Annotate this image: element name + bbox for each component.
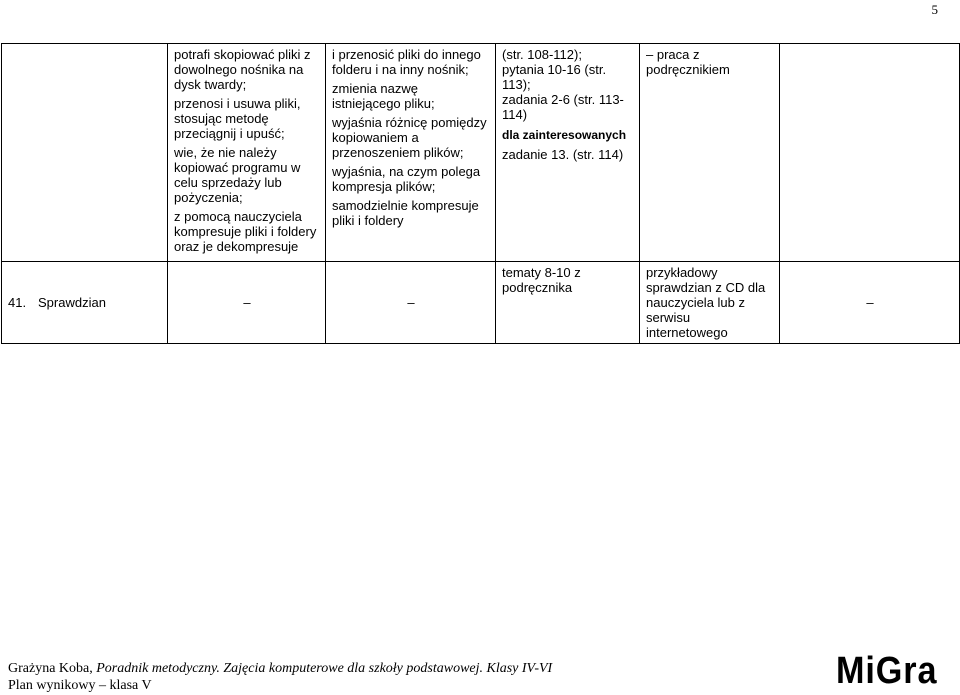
page-number: 5 — [931, 2, 938, 17]
lesson-number: 41. — [8, 295, 27, 310]
basic-requirements-cell: – — [168, 262, 326, 344]
footer-subtitle: Plan wynikowy – klasa V — [8, 678, 152, 693]
optional-header: dla zainteresowanych — [502, 128, 627, 142]
methods-cell: – praca z podręcznikiem — [640, 44, 780, 262]
footer-book-title: Poradnik metodyczny. Zajęcia komputerowe dla szkoły podstawowej. Klasy IV-VI — [96, 661, 553, 676]
methods-cell: przykładowy sprawdzian z CD dla nauczyciela lub z serwisu internetowego — [640, 262, 780, 344]
list-item: i przenosić pliki do innego folderu i na inny nośnik; — [332, 47, 481, 77]
exercises-cell: tematy 8-10 z podręcznika — [496, 262, 640, 344]
migra-logo: MiGra — [836, 650, 938, 692]
list-item: potrafi skopiować pliki z dowolnego nośnika na dysk twardy; — [174, 47, 311, 92]
table-row — [2, 262, 960, 344]
page-footer — [8, 660, 552, 694]
list-item: pytania 10-16 (str. 113); — [502, 62, 607, 92]
lesson-title: Sprawdzian — [38, 295, 106, 310]
lesson-plan-table — [1, 43, 960, 344]
footer-author: Grażyna Koba, — [8, 661, 97, 676]
list-item: zadanie 13. (str. 114) — [502, 147, 624, 162]
list-item: (str. 108-112); — [502, 47, 582, 62]
list-item: wyjaśnia różnicę pomiędzy kopiowaniem a przenoszeniem plików; — [332, 115, 487, 160]
list-item: zmienia nazwę istniejącego pliku; — [332, 81, 435, 111]
lesson-cell — [2, 262, 168, 344]
list-item: wyjaśnia, na czym polega kompresja plików; — [332, 164, 481, 194]
list-item: samodzielnie kompresuje pliki i foldery — [332, 198, 479, 228]
extended-requirements-cell — [326, 44, 496, 262]
lesson-cell-empty — [2, 44, 168, 262]
extended-requirements-cell: – — [326, 262, 496, 344]
list-item: wie, że nie należy kopiować programu w celu sprzedaży lub pożyczenia; — [174, 145, 301, 205]
list-item: zadania 2-6 (str. 113-114) — [502, 92, 624, 122]
exercises-cell — [496, 44, 640, 262]
notes-cell: – — [780, 262, 960, 344]
notes-cell-empty — [780, 44, 960, 262]
basic-requirements-cell — [168, 44, 326, 262]
table-row — [2, 44, 960, 262]
list-item: z pomocą nauczyciela kompresuje pliki i foldery oraz je dekompresuje — [174, 209, 317, 254]
list-item: przenosi i usuwa pliki, stosując metodę przeciągnij i upuść; — [174, 96, 301, 141]
